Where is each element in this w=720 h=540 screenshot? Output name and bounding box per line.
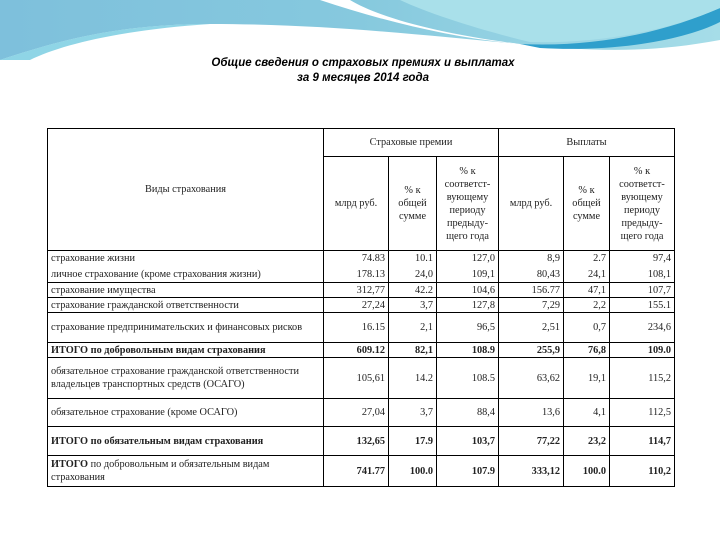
cell: 333,12 [499, 456, 564, 487]
page-subtitle: за 9 месяцев 2014 года [297, 72, 429, 84]
header-premiums: Страховые премии [324, 129, 499, 157]
cell: 24,0 [389, 267, 437, 283]
table-row [48, 313, 675, 343]
header-premiums-bln: млрд руб. [324, 157, 389, 251]
header-payments-yoy: % к соответст-вующему периоду предыду-щего года [610, 157, 675, 251]
cell: 105,61 [324, 358, 389, 399]
cell: 3,7 [389, 298, 437, 313]
row-label: страхование предпринимательских и финансовых рисков [48, 313, 324, 343]
cell: 2,1 [389, 313, 437, 343]
cell: 108,1 [610, 267, 675, 283]
cell: 27,04 [324, 399, 389, 427]
row-label: страхование гражданской ответственности [48, 298, 324, 313]
cell: 97,4 [610, 251, 675, 267]
cell: 104,6 [437, 283, 499, 298]
cell: 255,9 [499, 343, 564, 358]
cell: 108.9 [437, 343, 499, 358]
row-label: обязательное страхование (кроме ОСАГО) [48, 399, 324, 427]
table-row-grand-total [48, 456, 675, 487]
cell: 107,7 [610, 283, 675, 298]
cell: 312,77 [324, 283, 389, 298]
row-label [48, 427, 324, 456]
cell: 2,51 [499, 313, 564, 343]
cell: 107.9 [437, 456, 499, 487]
cell: 234,6 [610, 313, 675, 343]
cell: 741.77 [324, 456, 389, 487]
cell: 100.0 [564, 456, 610, 487]
cell: 0,7 [564, 313, 610, 343]
row-label: страхование жизни [48, 251, 324, 267]
cell: 8,9 [499, 251, 564, 267]
table-row [48, 298, 675, 313]
cell: 10.1 [389, 251, 437, 267]
row-label [48, 343, 324, 358]
row-label: страхование имущества [48, 283, 324, 298]
total-label: по добровольным видам страхования [88, 344, 266, 356]
cell: 82,1 [389, 343, 437, 358]
header-kind: Виды страхования [48, 129, 324, 251]
table-row [48, 283, 675, 298]
table-row [48, 267, 675, 283]
header-premiums-share: % к общей сумме [389, 157, 437, 251]
cell: 76,8 [564, 343, 610, 358]
header-payments: Выплаты [499, 129, 675, 157]
cell: 115,2 [610, 358, 675, 399]
cell: 2.7 [564, 251, 610, 267]
page-title: Общие сведения о страховых премиях и выплатах [211, 57, 515, 69]
cell: 16.15 [324, 313, 389, 343]
cell: 47,1 [564, 283, 610, 298]
cell: 100.0 [389, 456, 437, 487]
cell: 155.1 [610, 298, 675, 313]
cell: 132,65 [324, 427, 389, 456]
table-row-total [48, 343, 675, 358]
cell: 156.77 [499, 283, 564, 298]
row-label: личное страхование (кроме страхования жизни) [48, 267, 324, 283]
cell: 127,0 [437, 251, 499, 267]
cell: 13,6 [499, 399, 564, 427]
row-label [48, 456, 324, 487]
total-label: по обязательным видам страхования [88, 435, 264, 447]
cell: 108.5 [437, 358, 499, 399]
header-payments-share: % к общей сумме [564, 157, 610, 251]
table-row [48, 358, 675, 399]
total-prefix: ИТОГО [51, 435, 89, 447]
cell: 609.12 [324, 343, 389, 358]
cell: 110,2 [610, 456, 675, 487]
table-row [48, 251, 675, 267]
cell: 127,8 [437, 298, 499, 313]
cell: 27,24 [324, 298, 389, 313]
cell: 24,1 [564, 267, 610, 283]
cell: 19,1 [564, 358, 610, 399]
cell: 88,4 [437, 399, 499, 427]
cell: 42.2 [389, 283, 437, 298]
cell: 112,5 [610, 399, 675, 427]
cell: 7,29 [499, 298, 564, 313]
cell: 109,1 [437, 267, 499, 283]
cell: 4,1 [564, 399, 610, 427]
cell: 3,7 [389, 399, 437, 427]
cell: 77,22 [499, 427, 564, 456]
table-row [48, 399, 675, 427]
cell: 2,2 [564, 298, 610, 313]
cell: 23,2 [564, 427, 610, 456]
cell: 103,7 [437, 427, 499, 456]
cell: 178.13 [324, 267, 389, 283]
cell: 17.9 [389, 427, 437, 456]
cell: 80,43 [499, 267, 564, 283]
insurance-premiums-table [47, 128, 675, 487]
cell: 96,5 [437, 313, 499, 343]
cell: 114,7 [610, 427, 675, 456]
cell: 109.0 [610, 343, 675, 358]
cell: 63,62 [499, 358, 564, 399]
total-label: по добровольным и обязательным видам страхования [51, 459, 270, 483]
row-label: обязательное страхование гражданской ответственности владельцев транспортных средств (ОСАГО) [48, 358, 324, 399]
table-row-total [48, 427, 675, 456]
cell: 74.83 [324, 251, 389, 267]
total-prefix: ИТОГО [51, 344, 89, 356]
total-prefix: ИТОГО [51, 459, 89, 470]
header-payments-bln: млрд руб. [499, 157, 564, 251]
cell: 14.2 [389, 358, 437, 399]
header-premiums-yoy: % к соответст-вующему периоду предыду-щего года [437, 157, 499, 251]
